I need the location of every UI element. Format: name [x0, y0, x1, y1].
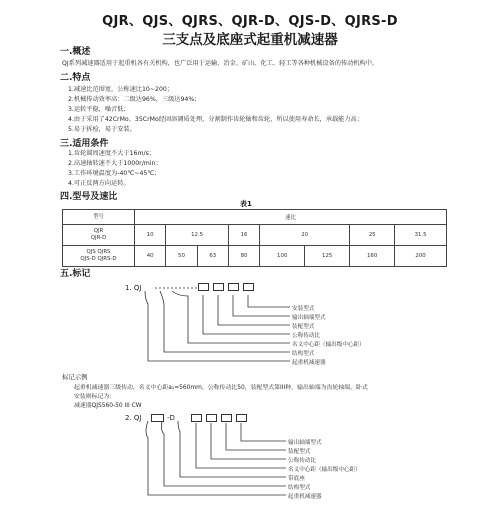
overview-text: QJ系列减速器适用于起重机各有关机构，也广泛用于运输、冶金、矿山、化工、轻工等各种机械设备的传动机构中。 [62, 60, 379, 67]
placeholder-box [198, 283, 209, 291]
example-line: 减速器QJS560-50 III CW [74, 403, 142, 409]
row-label-line: QJR-D [90, 235, 107, 241]
placeholder-box [151, 414, 164, 422]
placeholder-box [243, 283, 254, 291]
placeholder-box [221, 414, 232, 422]
table-cell: 50 [166, 246, 197, 267]
page-title: 三支点及底座式起重机减速器 [162, 32, 338, 48]
placeholder-box [206, 414, 217, 422]
feature-item: 2.机械传动效率高：二级达96%，三级达94%； [68, 96, 201, 103]
table-cell: 12.5 [166, 225, 229, 246]
table-cell: 20 [260, 225, 350, 246]
model-list-title: QJR、QJS、QJRS、QJR-D、QJS-D、QJRS-D [102, 14, 398, 29]
condition-item: 4.可正反两方向运转。 [68, 180, 130, 187]
marking-label: 结构型式 [292, 351, 315, 357]
marking-heading: 五.标记 [60, 269, 91, 279]
condition-item: 2.高速轴转速不大于1000r/min； [68, 160, 162, 167]
table-cell: 100 [260, 246, 305, 267]
table-caption: 表1 [240, 200, 252, 208]
marking-label: 带底座 [288, 476, 305, 482]
table-cell: 80 [228, 246, 259, 267]
marking-label: 安装型式 [292, 306, 315, 312]
marking-label: 结构型式 [288, 485, 311, 491]
feature-item: 4.由于采用了42CrMo、35CrMo经固溶调质处理，分割制作齿轮轴和齿轮，所以使用寿命长，承载能力高； [68, 116, 363, 123]
marking-label: 输出轴端型式 [292, 315, 326, 321]
ratios-heading: 四.型号及速比 [60, 192, 118, 202]
table-cell: 16 [228, 225, 259, 246]
table-cell: 200 [395, 246, 447, 267]
table-cell: 31.5 [395, 225, 447, 246]
conditions-heading: 三.适用条件 [60, 139, 109, 149]
overview-heading: 一.概述 [60, 47, 91, 57]
marking-label: 输出轴端型式 [288, 440, 322, 446]
marking-label: 起重机减速器 [288, 494, 322, 500]
table-cell: 10 [135, 225, 166, 246]
features-heading: 二.特点 [60, 73, 91, 83]
placeholder-box [213, 283, 224, 291]
placeholder-box [228, 283, 239, 291]
row-label-line: QJS QJRS [86, 249, 111, 255]
marking-label: 装配型式 [292, 324, 315, 330]
marking-label: 名义中心距（输出级中心距） [288, 467, 361, 473]
marking-label: 公称传动比 [288, 458, 316, 464]
table-cell: 63 [197, 246, 228, 267]
table-cell: 40 [135, 246, 166, 267]
condition-item: 3.工作环境温度为-40℃~45℃； [68, 170, 161, 177]
diagram1-prefix: 1. QJ [125, 284, 142, 292]
diagram2-suffix: -D [167, 414, 175, 422]
table-cell: 25 [350, 225, 395, 246]
feature-item: 3.运转平稳，噪音低； [68, 106, 130, 113]
feature-item: 1.减速比范围宽，公称速比10~200； [68, 86, 174, 93]
header-model: 型号 [63, 210, 135, 225]
marking-label: 名义中心距（输出级中心距） [292, 342, 365, 348]
table-cell: 160 [350, 246, 395, 267]
placeholder-box [236, 414, 247, 422]
marking-label: 公称传动比 [292, 333, 320, 339]
diagram2-prefix: 2. QJ [125, 414, 142, 422]
header-ratio: 速比 [135, 210, 447, 225]
example-line: 安装则标记为： [74, 394, 116, 400]
example-line: 起重机减速器三级传动，名义中心距a₁=560mm，公称传动比50，装配型式第III种，输出轴端为齿轮轴端，卧式 [74, 385, 368, 391]
row-label-line: QJR [93, 228, 104, 234]
placeholder-box [191, 414, 202, 422]
marking-label: 装配型式 [288, 449, 311, 455]
row-label-line: QJS-D QJRS-D [80, 256, 117, 262]
marking-label: 起重机减速器 [292, 360, 326, 366]
feature-item: 5.易于拆检，易于安装。 [68, 126, 136, 133]
example-title: 标记示例 [62, 373, 88, 381]
condition-item: 1.齿轮圆周速度不大于16m/s； [68, 150, 155, 157]
table-cell: 125 [305, 246, 350, 267]
